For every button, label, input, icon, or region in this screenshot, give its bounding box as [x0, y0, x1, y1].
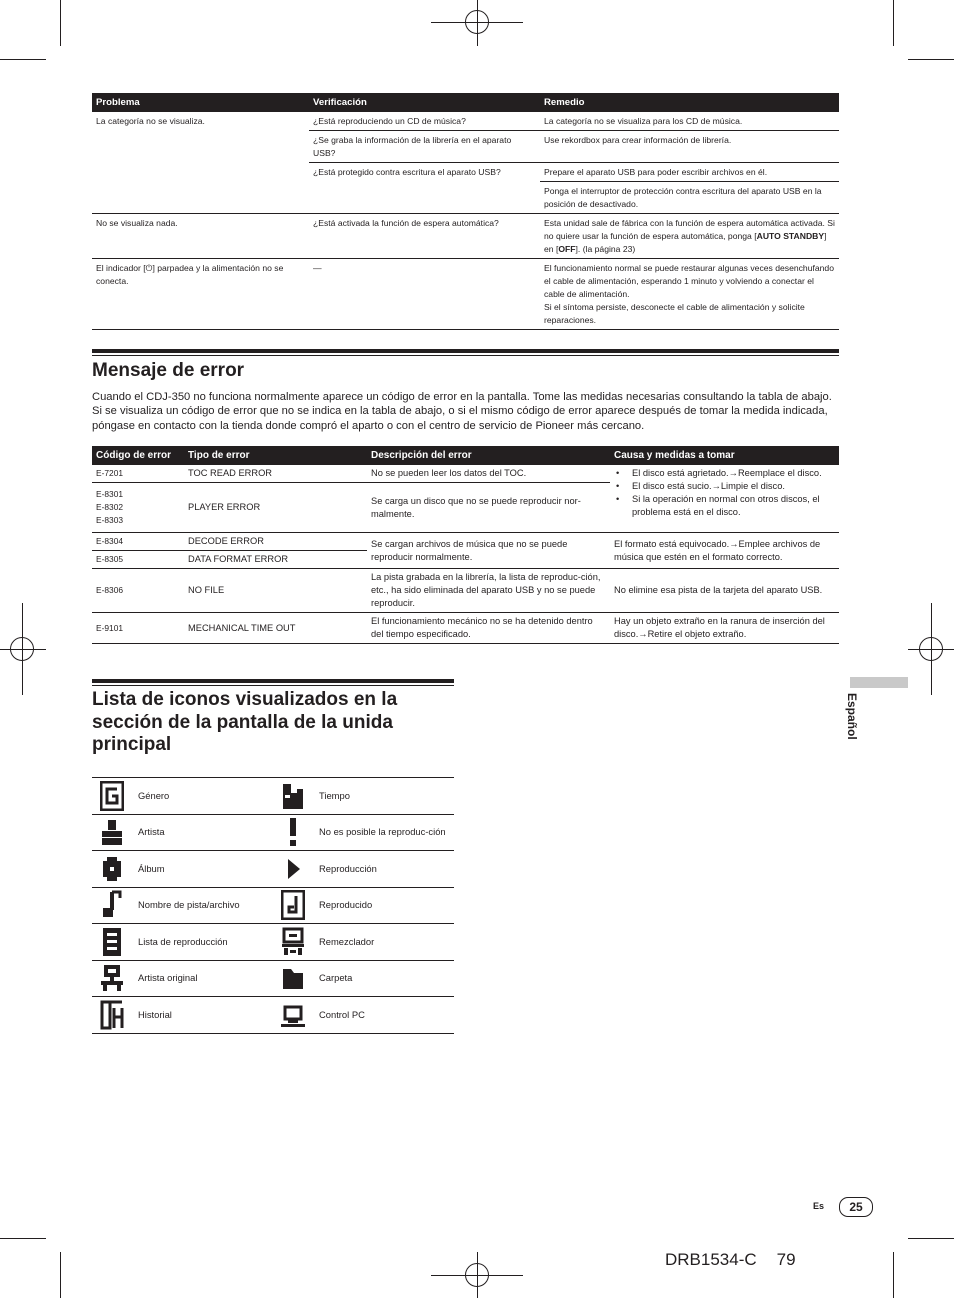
column-header: Causa y medidas a tomar: [610, 446, 839, 465]
crop-mark: [908, 1238, 954, 1239]
icon-label: Control PC: [313, 997, 454, 1034]
crop-mark: [893, 1252, 894, 1298]
pc-control-icon: [279, 1000, 307, 1030]
playlist-icon: [100, 927, 124, 957]
table-row: [92, 131, 839, 163]
table-row: [92, 997, 454, 1034]
table-row: [92, 851, 454, 888]
icon-list-table: [92, 777, 454, 1034]
list-item: • El disco está agrietado.→Reemplace el disco.: [614, 467, 835, 480]
setting-off: OFF: [558, 244, 576, 254]
column-header: Descripción del error: [367, 446, 610, 465]
section-title: [92, 689, 397, 757]
doc-page: 79: [776, 1250, 796, 1269]
error-code: E-7201: [92, 465, 184, 483]
icon-label: Remezclador: [313, 924, 454, 961]
error-code-line: E-8301: [96, 489, 124, 499]
table-row: [92, 112, 839, 131]
play-icon: [281, 854, 305, 884]
list-item: • El disco está sucio.→Limpie el disco.: [614, 480, 835, 493]
error-type: TOC READ ERROR: [184, 465, 367, 483]
doc-id-code: DRB1534-C: [665, 1250, 757, 1269]
genre-icon: [100, 781, 124, 811]
registration-circle: [465, 1263, 489, 1287]
problem-cell: El indicador [⏻] parpadea y la alimentación no se conecta.: [92, 259, 309, 330]
crop-mark: [0, 59, 46, 60]
section-rule: [92, 685, 454, 686]
problem-cell: No se visualiza nada.: [92, 214, 309, 259]
column-header: Código de error: [92, 446, 184, 465]
table-row: [92, 814, 454, 851]
remedy-text: Esta unidad sale de fábrica con la función de espera automática activada. Si no quiere usar la función de espera automática, ponga [: [544, 218, 835, 241]
icon-label: Género: [132, 778, 273, 815]
error-description: Se cargan archivos de música que no se puede reproducir normalmente.: [367, 533, 610, 569]
section-rule: [92, 679, 454, 683]
title-line: Lista de iconos visualizados en la: [92, 689, 398, 710]
doc-id: [665, 1250, 796, 1270]
error-code: [92, 483, 184, 533]
check-cell: —: [309, 259, 540, 330]
title-line: sección de la pantalla de la unida: [92, 711, 393, 733]
table-row: [92, 163, 839, 182]
error-code-line: E-8302: [96, 502, 124, 512]
remedy-text: El funcionamiento normal se puede restaurar algunas veces desenchufando el cable de alimentación, esperando 1 minuto y volviendo a conectar el cable de alimentación.: [544, 263, 834, 299]
icon-label: Artista original: [132, 960, 273, 997]
error-cause: El formato está equivocado.→Emplee archivos de música que estén en el formato correcto.: [610, 533, 839, 569]
table-row: [92, 569, 839, 613]
table-row: [92, 465, 839, 483]
error-code: E-8304: [92, 533, 184, 551]
crop-mark: [60, 1252, 61, 1298]
column-header: Verificación: [309, 93, 540, 112]
remedy-cell: Ponga el interruptor de protección contra escritura del aparato USB en la posición de desactivado.: [540, 182, 839, 214]
crop-mark: [893, 0, 894, 46]
error-type: MECHANICAL TIME OUT: [184, 613, 367, 644]
table-row: [92, 887, 454, 924]
table-row: [92, 533, 839, 551]
table-header-row: [92, 446, 839, 465]
remedy-cell: Use rekordbox para crear información de librería.: [540, 131, 839, 163]
list-item: • Si la operación en normal con otros discos, el problema está en el disco.: [614, 493, 835, 519]
crop-mark: [0, 1238, 46, 1239]
icon-label: Historial: [132, 997, 273, 1034]
crop-mark: [908, 59, 954, 60]
remedy-cell: [540, 214, 839, 259]
error-type: DECODE ERROR: [184, 533, 367, 551]
table-row: [92, 214, 839, 259]
icon-label: Artista: [132, 814, 273, 851]
icon-label: Carpeta: [313, 960, 454, 997]
remedy-text: Si el síntoma persiste, desconecte el cable de alimentación y solicite reparaciones.: [544, 302, 805, 325]
troubleshooting-table: [92, 93, 839, 330]
table-row: [92, 259, 839, 330]
icon-label: Reproducción: [313, 851, 454, 888]
icon-label: Reproducido: [313, 887, 454, 924]
error-type: PLAYER ERROR: [184, 483, 367, 533]
cause-list: [614, 467, 835, 519]
played-icon: [281, 890, 305, 920]
check-cell: [309, 182, 540, 214]
table-row: [92, 613, 839, 644]
page-number: 25: [839, 1197, 873, 1217]
column-header: Problema: [92, 93, 309, 112]
history-icon: [100, 1000, 124, 1030]
check-cell: ¿Se graba la información de la librería en el aparato USB?: [309, 131, 540, 163]
button-name-auto-standby: AUTO STANDBY: [756, 231, 825, 241]
table-row: [92, 924, 454, 961]
column-header: Remedio: [540, 93, 839, 112]
error-code-table: [92, 446, 839, 644]
registration-circle: [10, 637, 34, 661]
title-line: principal: [92, 734, 172, 755]
section-rule: [92, 349, 839, 353]
problem-cell: [92, 131, 309, 163]
problem-cell: [92, 163, 309, 182]
icon-label: Lista de reproducción: [132, 924, 273, 961]
error-description: No se pueden leer los datos del TOC.: [367, 465, 610, 483]
table-row: [92, 778, 454, 815]
remedy-cell: [540, 259, 839, 330]
original-artist-icon: [100, 963, 124, 993]
remixer-icon: [281, 927, 305, 957]
album-icon: [100, 854, 124, 884]
registration-circle: [919, 637, 943, 661]
time-icon: [281, 781, 305, 811]
section-title: Mensaje de error: [92, 360, 245, 381]
remedy-text: ]. (la página 23): [575, 244, 636, 254]
error-code-line: E-8303: [96, 515, 124, 525]
error-description: La pista grabada en la librería, la lista de reproduc-ción, etc., ha sido eliminada del aparato USB y no se puede reproducir.: [367, 569, 610, 613]
error-type: DATA FORMAT ERROR: [184, 551, 367, 569]
check-cell: ¿Está protegido contra escritura el aparato USB?: [313, 167, 501, 177]
artist-icon: [100, 817, 124, 847]
track-icon: [100, 890, 124, 920]
table-header-row: [92, 93, 839, 112]
language-tab: [850, 677, 908, 688]
crop-mark: [60, 0, 61, 46]
remedy-cell: Prepare el aparato USB para poder escribir archivos en él.: [540, 163, 839, 182]
check-cell: ¿Está reproduciendo un CD de música?: [309, 112, 540, 131]
problem-cell: La categoría no se visualiza.: [96, 116, 205, 126]
error-code: E-8306: [92, 569, 184, 613]
icon-label: Tiempo: [313, 778, 454, 815]
table-row: [92, 182, 839, 214]
table-row: [92, 960, 454, 997]
registration-circle: [465, 10, 489, 34]
icon-label: Álbum: [132, 851, 273, 888]
error-type: NO FILE: [184, 569, 367, 613]
problem-cell: [92, 182, 309, 214]
error-code: E-9101: [92, 613, 184, 644]
icon-label: Nombre de pista/archivo: [132, 887, 273, 924]
intro-paragraph: Cuando el CDJ-350 no funciona normalmente aparece un código de error en la pantalla. Tome las medidas necesarias consultando la tabla de abajo. Si se visualiza un código de error que no se indica en la tabla de abajo, o si el mismo código de error aparece después de tomar la medida indicada, póngase en contacto con la tienda donde compró el aparto o con el centro de servicio de Pioneer más cercano.: [92, 391, 832, 432]
language-code: Es: [813, 1201, 825, 1211]
error-cause: No elimine esa pista de la tarjeta del aparato USB.: [610, 569, 839, 613]
language-label: [845, 693, 875, 753]
folder-icon: [281, 963, 305, 993]
error-code: E-8305: [92, 551, 184, 569]
error-cause: Hay un objeto extraño en la ranura de inserción del disco.→Retire el objeto extraño.: [610, 613, 839, 644]
remedy-text: ] en [: [544, 231, 827, 254]
error-description: El funcionamiento mecánico no se ha detenido dentro del tiempo especificado.: [367, 613, 610, 644]
error-description: Se carga un disco que no se puede reproducir nor-malmente.: [367, 483, 610, 533]
check-cell: ¿Está activada la función de espera automática?: [309, 214, 540, 259]
icon-label: No es posible la reproduc-ción: [313, 814, 454, 851]
remedy-cell: La categoría no se visualiza para los CD de música.: [540, 112, 839, 131]
column-header: Tipo de error: [184, 446, 367, 465]
error-cause: [610, 465, 839, 533]
exclamation-icon: [281, 817, 305, 847]
language-label-text: Español: [845, 693, 859, 740]
section-rule: [92, 355, 839, 356]
